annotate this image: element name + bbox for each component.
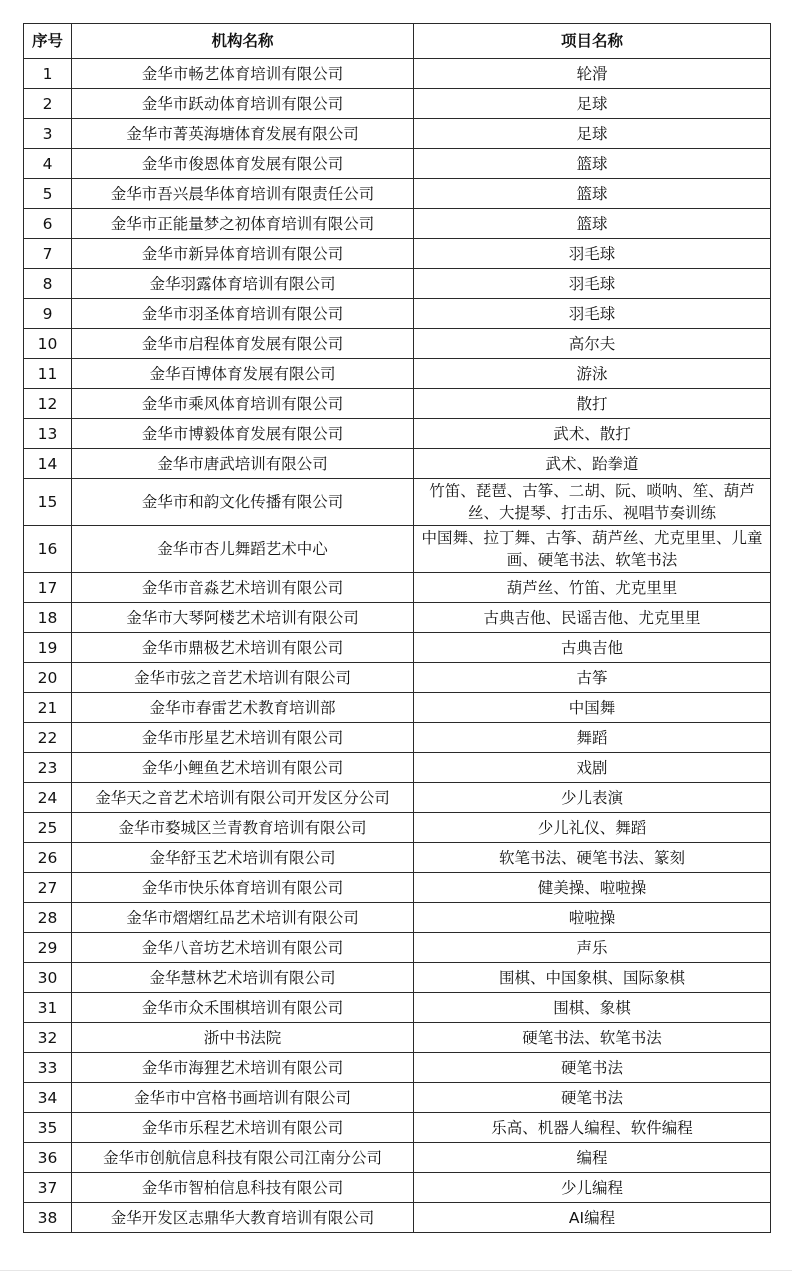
institution-name-cell: 金华市跃动体育培训有限公司 (72, 89, 414, 119)
project-name-cell: 编程 (414, 1143, 771, 1173)
header-project-name: 项目名称 (414, 24, 771, 59)
institution-name-cell: 金华市彤星艺术培训有限公司 (72, 723, 414, 753)
header-number: 序号 (24, 24, 72, 59)
table-header-row (24, 24, 771, 59)
institution-name-cell: 金华市创航信息科技有限公司江南分公司 (72, 1143, 414, 1173)
project-name-cell: 高尔夫 (414, 329, 771, 359)
project-name-cell: 竹笛、琵琶、古筝、二胡、阮、唢呐、笙、葫芦丝、大提琴、打击乐、视唱节奏训练 (414, 479, 771, 526)
row-number: 33 (24, 1053, 72, 1083)
project-name-cell: 篮球 (414, 149, 771, 179)
institution-table (23, 23, 771, 1233)
project-name-cell: 硬笔书法、软笔书法 (414, 1023, 771, 1053)
row-number: 6 (24, 209, 72, 239)
row-number: 32 (24, 1023, 72, 1053)
table-row (24, 89, 771, 119)
institution-name-cell: 金华市鼎极艺术培训有限公司 (72, 633, 414, 663)
institution-name-cell: 金华市众禾围棋培训有限公司 (72, 993, 414, 1023)
project-name-cell: 篮球 (414, 209, 771, 239)
row-number: 8 (24, 269, 72, 299)
institution-name-cell: 金华天之音艺术培训有限公司开发区分公司 (72, 783, 414, 813)
row-number: 18 (24, 603, 72, 633)
institution-name-cell: 金华市新异体育培训有限公司 (72, 239, 414, 269)
project-name-cell: 中国舞、拉丁舞、古筝、葫芦丝、尤克里里、儿童画、硬笔书法、软笔书法 (414, 526, 771, 573)
row-number: 4 (24, 149, 72, 179)
row-number: 1 (24, 59, 72, 89)
row-number: 22 (24, 723, 72, 753)
table-row (24, 1023, 771, 1053)
table-row (24, 903, 771, 933)
row-number: 28 (24, 903, 72, 933)
project-name-cell: 少儿礼仪、舞蹈 (414, 813, 771, 843)
table-row (24, 479, 771, 526)
project-name-cell: 古典吉他、民谣吉他、尤克里里 (414, 603, 771, 633)
project-name-cell: 硬笔书法 (414, 1083, 771, 1113)
project-name-cell: 足球 (414, 119, 771, 149)
row-number: 12 (24, 389, 72, 419)
table-row (24, 783, 771, 813)
row-number: 35 (24, 1113, 72, 1143)
row-number: 26 (24, 843, 72, 873)
institution-name-cell: 金华舒玉艺术培训有限公司 (72, 843, 414, 873)
table-row (24, 723, 771, 753)
institution-name-cell: 金华市中宫格书画培训有限公司 (72, 1083, 414, 1113)
row-number: 3 (24, 119, 72, 149)
project-name-cell: 声乐 (414, 933, 771, 963)
project-name-cell: 乐高、机器人编程、软件编程 (414, 1113, 771, 1143)
project-name-cell: 健美操、啦啦操 (414, 873, 771, 903)
table-row (24, 1113, 771, 1143)
row-number: 14 (24, 449, 72, 479)
table-row (24, 299, 771, 329)
table-row (24, 813, 771, 843)
table-row (24, 933, 771, 963)
project-name-cell: 软笔书法、硬笔书法、篆刻 (414, 843, 771, 873)
table-row (24, 179, 771, 209)
institution-name-cell: 金华市畅艺体育培训有限公司 (72, 59, 414, 89)
table-row (24, 449, 771, 479)
row-number: 11 (24, 359, 72, 389)
row-number: 2 (24, 89, 72, 119)
table-row (24, 329, 771, 359)
institution-name-cell: 金华市熠熠红品艺术培训有限公司 (72, 903, 414, 933)
row-number: 21 (24, 693, 72, 723)
project-name-cell: 轮滑 (414, 59, 771, 89)
institution-name-cell: 金华市大琴阿楼艺术培训有限公司 (72, 603, 414, 633)
project-name-cell: 羽毛球 (414, 299, 771, 329)
institution-name-cell: 金华慧林艺术培训有限公司 (72, 963, 414, 993)
table-row (24, 359, 771, 389)
institution-name-cell: 金华开发区志鼎华大教育培训有限公司 (72, 1203, 414, 1233)
institution-name-cell: 金华市俊恩体育发展有限公司 (72, 149, 414, 179)
table-row (24, 269, 771, 299)
page-edge-divider (0, 1270, 792, 1271)
header-institution-name: 机构名称 (72, 24, 414, 59)
institution-name-cell: 金华市正能量梦之初体育培训有限公司 (72, 209, 414, 239)
institution-name-cell: 金华市婺城区兰青教育培训有限公司 (72, 813, 414, 843)
table-row (24, 963, 771, 993)
project-name-cell: 戏剧 (414, 753, 771, 783)
table-row (24, 1083, 771, 1113)
row-number: 29 (24, 933, 72, 963)
project-name-cell: 围棋、象棋 (414, 993, 771, 1023)
institution-name-cell: 金华八音坊艺术培训有限公司 (72, 933, 414, 963)
institution-name-cell: 浙中书法院 (72, 1023, 414, 1053)
row-number: 36 (24, 1143, 72, 1173)
row-number: 15 (24, 479, 72, 526)
institution-name-cell: 金华百博体育发展有限公司 (72, 359, 414, 389)
table-row (24, 59, 771, 89)
row-number: 38 (24, 1203, 72, 1233)
project-name-cell: 足球 (414, 89, 771, 119)
project-name-cell: 舞蹈 (414, 723, 771, 753)
row-number: 10 (24, 329, 72, 359)
row-number: 13 (24, 419, 72, 449)
project-name-cell: 武术、散打 (414, 419, 771, 449)
row-number: 16 (24, 526, 72, 573)
table-row (24, 603, 771, 633)
institution-name-cell: 金华市博毅体育发展有限公司 (72, 419, 414, 449)
table-row (24, 419, 771, 449)
table-row (24, 1143, 771, 1173)
institution-name-cell: 金华市菁英海塘体育发展有限公司 (72, 119, 414, 149)
project-name-cell: 游泳 (414, 359, 771, 389)
table-row (24, 526, 771, 573)
table-row (24, 843, 771, 873)
table-row (24, 573, 771, 603)
institution-name-cell: 金华市和韵文化传播有限公司 (72, 479, 414, 526)
institution-name-cell: 金华市弦之音艺术培训有限公司 (72, 663, 414, 693)
table-row (24, 119, 771, 149)
project-name-cell: 羽毛球 (414, 269, 771, 299)
table-row (24, 993, 771, 1023)
row-number: 34 (24, 1083, 72, 1113)
project-name-cell: 少儿编程 (414, 1173, 771, 1203)
institution-name-cell: 金华市吾兴晨华体育培训有限责任公司 (72, 179, 414, 209)
table-row (24, 753, 771, 783)
project-name-cell: 葫芦丝、竹笛、尤克里里 (414, 573, 771, 603)
row-number: 5 (24, 179, 72, 209)
table-row (24, 693, 771, 723)
project-name-cell: 篮球 (414, 179, 771, 209)
project-name-cell: AI编程 (414, 1203, 771, 1233)
institution-name-cell: 金华小鲤鱼艺术培训有限公司 (72, 753, 414, 783)
institution-name-cell: 金华市春雷艺术教育培训部 (72, 693, 414, 723)
row-number: 27 (24, 873, 72, 903)
table-row (24, 1203, 771, 1233)
row-number: 20 (24, 663, 72, 693)
project-name-cell: 古筝 (414, 663, 771, 693)
project-name-cell: 少儿表演 (414, 783, 771, 813)
project-name-cell: 啦啦操 (414, 903, 771, 933)
table-row (24, 633, 771, 663)
table-row (24, 663, 771, 693)
row-number: 31 (24, 993, 72, 1023)
project-name-cell: 中国舞 (414, 693, 771, 723)
table-row (24, 1053, 771, 1083)
table-row (24, 873, 771, 903)
table-row (24, 389, 771, 419)
institution-name-cell: 金华市启程体育发展有限公司 (72, 329, 414, 359)
project-name-cell: 古典吉他 (414, 633, 771, 663)
row-number: 30 (24, 963, 72, 993)
institution-name-cell: 金华市杏儿舞蹈艺术中心 (72, 526, 414, 573)
table-body (24, 59, 771, 1233)
institution-name-cell: 金华市海狸艺术培训有限公司 (72, 1053, 414, 1083)
row-number: 9 (24, 299, 72, 329)
project-name-cell: 羽毛球 (414, 239, 771, 269)
row-number: 25 (24, 813, 72, 843)
project-name-cell: 围棋、中国象棋、国际象棋 (414, 963, 771, 993)
row-number: 19 (24, 633, 72, 663)
institution-name-cell: 金华市乐程艺术培训有限公司 (72, 1113, 414, 1143)
row-number: 37 (24, 1173, 72, 1203)
table-row (24, 239, 771, 269)
row-number: 7 (24, 239, 72, 269)
institution-name-cell: 金华市音淼艺术培训有限公司 (72, 573, 414, 603)
table-row (24, 209, 771, 239)
project-name-cell: 硬笔书法 (414, 1053, 771, 1083)
project-name-cell: 武术、跆拳道 (414, 449, 771, 479)
table-row (24, 149, 771, 179)
table-row (24, 1173, 771, 1203)
institution-name-cell: 金华羽露体育培训有限公司 (72, 269, 414, 299)
row-number: 24 (24, 783, 72, 813)
row-number: 23 (24, 753, 72, 783)
project-name-cell: 散打 (414, 389, 771, 419)
institution-name-cell: 金华市乘风体育培训有限公司 (72, 389, 414, 419)
institution-name-cell: 金华市唐武培训有限公司 (72, 449, 414, 479)
row-number: 17 (24, 573, 72, 603)
institution-name-cell: 金华市羽圣体育培训有限公司 (72, 299, 414, 329)
institution-name-cell: 金华市智柏信息科技有限公司 (72, 1173, 414, 1203)
institution-name-cell: 金华市快乐体育培训有限公司 (72, 873, 414, 903)
